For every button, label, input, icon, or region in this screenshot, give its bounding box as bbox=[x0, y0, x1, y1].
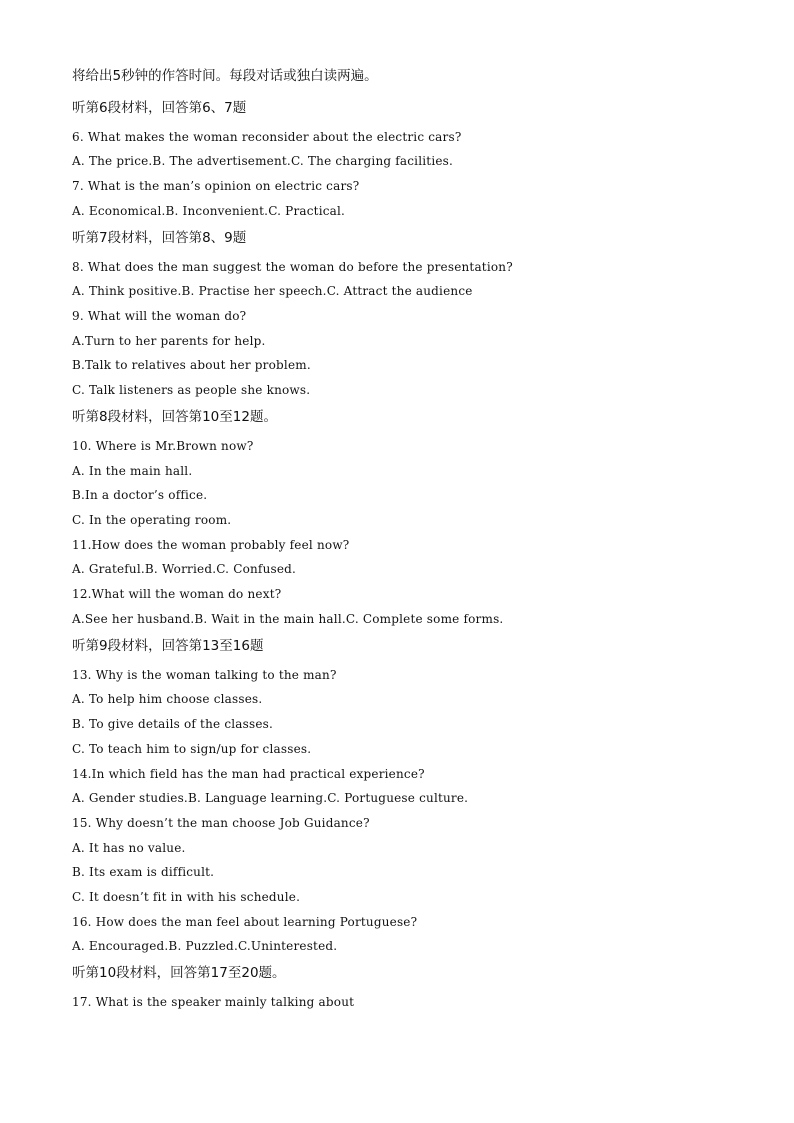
instruction-line: 将给出5秒钟的作答时间。每段对话或独白读两遍。 bbox=[72, 68, 378, 84]
question-17: 17. What is the speaker mainly talking about bbox=[72, 995, 355, 1009]
section-heading-8: 听第8段材料，回答第10至12题。 bbox=[72, 409, 277, 425]
question-10: 10. Where is Mr.Brown now? bbox=[72, 439, 254, 453]
section-heading-7: 听第7段材料，回答第8、9题 bbox=[72, 230, 247, 246]
option-15a: A. It has no value. bbox=[72, 841, 186, 855]
options-14: A. Gender studies.B. Language learning.C. Portuguese culture. bbox=[72, 791, 469, 805]
options-11: A. Grateful.B. Worried.C. Confused. bbox=[72, 562, 297, 576]
option-10a: A. In the main hall. bbox=[72, 464, 193, 478]
question-16: 16. How does the man feel about learning Portuguese? bbox=[72, 915, 418, 929]
question-7: 7. What is the man’s opinion on electric cars? bbox=[72, 179, 360, 193]
options-7: A. Economical.B. Inconvenient.C. Practical. bbox=[72, 204, 346, 218]
question-14: 14.In which field has the man had practical experience? bbox=[72, 767, 425, 781]
options-8: A. Think positive.B. Practise her speech.C. Attract the audience bbox=[72, 284, 473, 298]
question-9: 9. What will the woman do? bbox=[72, 309, 247, 323]
options-6: A. The price.B. The advertisement.C. The charging facilities. bbox=[72, 154, 454, 168]
option-9c: C. Talk listeners as people she knows. bbox=[72, 383, 311, 397]
option-10c: C. In the operating room. bbox=[72, 513, 232, 527]
question-11: 11.How does the woman probably feel now? bbox=[72, 538, 350, 552]
option-15b: B. Its exam is difficult. bbox=[72, 865, 215, 879]
option-10b: B.In a doctor’s office. bbox=[72, 488, 208, 502]
options-12: A.See her husband.B. Wait in the main hall.C. Complete some forms. bbox=[72, 612, 504, 626]
question-6: 6. What makes the woman reconsider about the electric cars? bbox=[72, 130, 462, 144]
question-15: 15. Why doesn’t the man choose Job Guidance? bbox=[72, 816, 370, 830]
option-15c: C. It doesn’t fit in with his schedule. bbox=[72, 890, 301, 904]
option-9b: B.Talk to relatives about her problem. bbox=[72, 358, 311, 372]
option-13a: A. To help him choose classes. bbox=[72, 692, 263, 706]
question-12: 12.What will the woman do next? bbox=[72, 587, 282, 601]
section-heading-6: 听第6段材料，回答第6、7题 bbox=[72, 100, 247, 116]
section-heading-10: 听第10段材料，回答第17至20题。 bbox=[72, 965, 286, 981]
section-heading-9: 听第9段材料，回答第13至16题 bbox=[72, 638, 264, 654]
option-9a: A.Turn to her parents for help. bbox=[72, 334, 266, 348]
option-13c: C. To teach him to sign/up for classes. bbox=[72, 742, 312, 756]
option-13b: B. To give details of the classes. bbox=[72, 717, 274, 731]
question-8: 8. What does the man suggest the woman do before the presentation? bbox=[72, 260, 513, 274]
options-16: A. Encouraged.B. Puzzled.C.Uninterested. bbox=[72, 939, 338, 953]
question-13: 13. Why is the woman talking to the man? bbox=[72, 668, 337, 682]
